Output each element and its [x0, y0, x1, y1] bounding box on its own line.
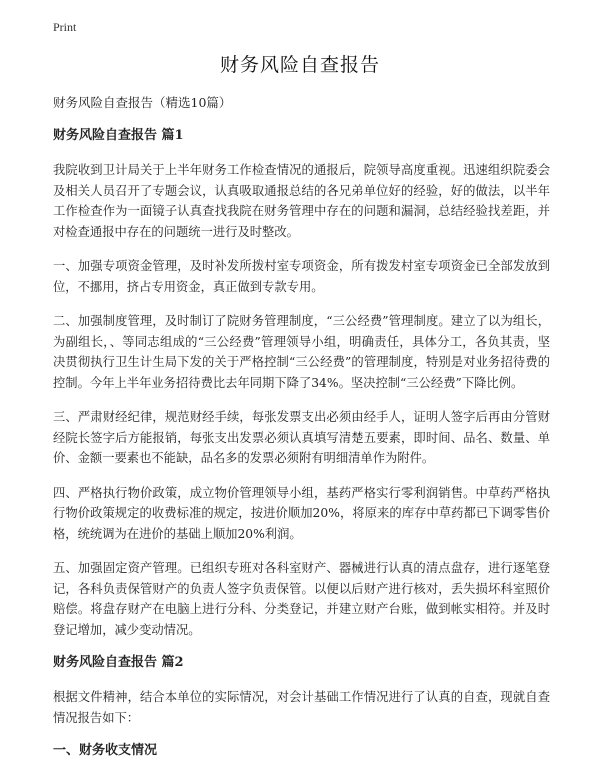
subsection-heading: 一、财务收支情况	[53, 743, 158, 758]
paragraph: 我院收到卫计局关于上半年财务工作检查情况的通报后，院领导高度重视。迅速组织院委会及相关人员召开了专题会议，认真吸取通报总结的各兄弟单位好的经验，好的做法，以半年工作检查作为一面镜子认真查找我院在财务管理中存在的问题和漏洞，总结经验找差距，并对检查通报中存在的问题统一进行及时整改。	[53, 163, 550, 239]
paragraph: 根据文件精神，结合本单位的实际情况，对会计基础工作情况进行了认真的自查，现就自查情况报告如下：	[53, 690, 550, 725]
paragraph: 四、严格执行物价政策，成立物价管理领导小组，基药严格实行零利润销售。中草药严格执行物价政策规定的收费标准的规定，按进价顺加20%，将原来的库存中草药都已下调零售价格，统统调为在进价的基础上顺加20%利润。	[53, 485, 550, 541]
paragraph: 一、加强专项资金管理，及时补发所拨村室专项资金，所有拨发村室专项资金已全部发放到位，不挪用，挤占专用资金，真正做到专款专用。	[53, 259, 550, 294]
print-link[interactable]: Print	[53, 20, 77, 34]
document-subtitle: 财务风险自查报告（精选10篇）	[53, 95, 232, 110]
paragraph: 二、加强制度管理，及时制订了院财务管理制度，“三公经费”管理制度。建立了以为组长，为副组长，、等同志组成的“三公经费”管理领导小组，明确责任，具体分工，各负其责，坚决贯彻执行卫生计生局下发的关于严格控制“三公经费”的管理制度，特别是对业务招待费的控制。今年上半年业务招待费比去年同期下降了34%。坚决控制“三公经费”下降比例。	[53, 314, 550, 390]
paragraph: 三、严肃财经纪律，规范财经手续，每张发票支出必须由经手人，证明人签字后再由分管财经院长签字后方能报销，每张支出发票必须认真填写清楚五要素，即时间、品名、数量、单价、金额一要素也不能缺，品名多的发票必须附有明细清单作为附件。	[53, 410, 550, 465]
section-heading-2: 财务风险自查报告 篇2	[53, 655, 184, 670]
document-title: 财务风险自查报告	[219, 54, 380, 76]
section-heading-1: 财务风险自查报告 篇1	[53, 128, 184, 143]
paragraph: 五、加强固定资产管理。已组织专班对各科室财产、器械进行认真的清点盘存，进行逐笔登记，各科负责保管财产的负责人签字负责保管。以便以后财产进行核对，丢失损坏科室照价赔偿。将盘存财产在电脑上进行分科、分类登记，并建立财产台账，做到帐实相符。并及时登记增加，减少变动情况。	[53, 561, 550, 637]
document-body	[53, 94, 550, 770]
